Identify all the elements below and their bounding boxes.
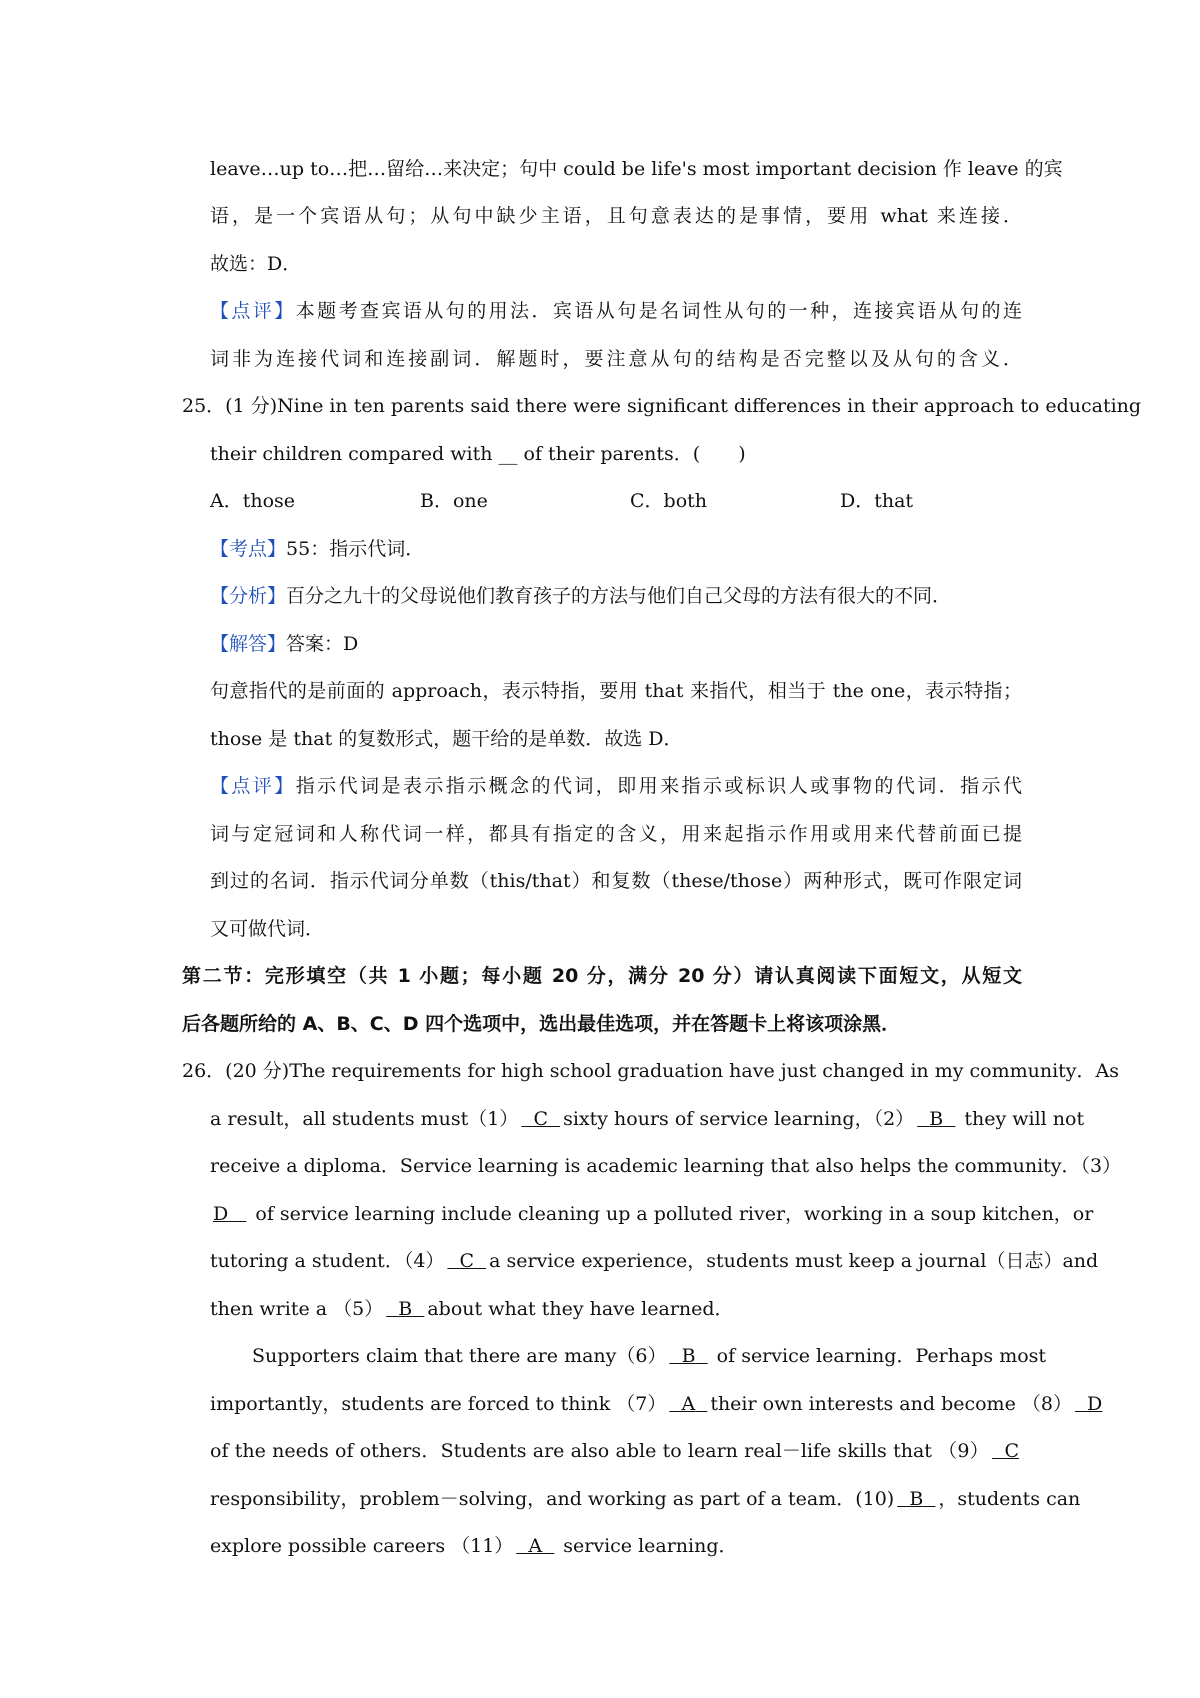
text: responsibility，problem－solving，and working as part of a team．(10) bbox=[210, 1488, 895, 1510]
jieda-tag: 【解答】 bbox=[210, 633, 287, 655]
q26-line6 bbox=[210, 1286, 1022, 1333]
q26-line3: receive a diploma．Service learning is academic learning that also helps the community．（3） bbox=[210, 1155, 1122, 1177]
option-d: D．that bbox=[840, 490, 914, 512]
q25-kaodian bbox=[210, 526, 1022, 573]
text: a result，all students must（1） bbox=[210, 1108, 519, 1130]
dianping-tag: 【点评】 bbox=[210, 775, 296, 797]
q25-stem-line2: their children compared with __ of their parents．( ) bbox=[210, 443, 746, 465]
blank-11 bbox=[513, 1535, 557, 1557]
q25-dianping-line4: 又可做代词． bbox=[210, 918, 325, 940]
blank-2 bbox=[914, 1108, 958, 1130]
q25-jieda bbox=[210, 621, 1022, 668]
text: about what they have learned． bbox=[427, 1298, 734, 1320]
text: of the needs of others．Students are also able to learn real－life skills that （9） bbox=[210, 1440, 989, 1462]
blank-answer: B bbox=[398, 1298, 413, 1320]
text: a service experience，students must keep a journal（日志）and bbox=[489, 1250, 1099, 1272]
q24-explanation-line1: leave…up to…把…留给…来决定；句中 could be life's most important decision 作 leave 的宾 bbox=[210, 158, 1063, 180]
q26-line8 bbox=[210, 1381, 1103, 1428]
blank-9 bbox=[989, 1440, 1022, 1462]
dianping-text: 指示代词是表示指示概念的代词，即用来指示或标识人或事物的代词．指示代 bbox=[295, 775, 1022, 797]
blank-4 bbox=[444, 1250, 489, 1272]
blank-answer: C bbox=[533, 1108, 548, 1130]
kaodian-tag: 【考点】 bbox=[210, 538, 287, 560]
blank-answer: D bbox=[213, 1203, 229, 1225]
q26-line10 bbox=[210, 1476, 1081, 1523]
text: of service learning include cleaning up a polluted river，working in a soup kitchen，or bbox=[249, 1203, 1094, 1225]
section2-heading-line1: 第二节：完形填空（共 1 小题；每小题 20 分，满分 20 分）请认真阅读下面短文，从短文 bbox=[182, 965, 1022, 987]
option-a: A．those bbox=[210, 490, 296, 512]
text: tutoring a student．（4） bbox=[210, 1250, 445, 1272]
blank-answer: C bbox=[459, 1250, 475, 1272]
q25-stem-line1: 25．(1 分)Nine in ten parents said there were significant differences in their approach to educating bbox=[182, 395, 1142, 417]
text: importantly，students are forced to think （7） bbox=[210, 1393, 667, 1415]
blank-5 bbox=[383, 1298, 427, 1320]
section2-heading-line2: 后各题所给的 A、B、C、D 四个选项中，选出最佳选项，并在答题卡上将该项涂黑． bbox=[182, 1013, 901, 1035]
q24-comment-line1 bbox=[210, 288, 1022, 335]
q24-answer: 故选：D． bbox=[210, 253, 302, 275]
text: service learning． bbox=[557, 1535, 738, 1557]
blank-answer: B bbox=[929, 1108, 944, 1130]
text: they will not bbox=[958, 1108, 1085, 1130]
option-b: B．one bbox=[420, 490, 488, 512]
q26-line5 bbox=[210, 1238, 1099, 1285]
q26-line9 bbox=[210, 1428, 1022, 1475]
q25-options bbox=[210, 478, 1022, 525]
q25-dianping-line2: 词与定冠词和人称代词一样，都具有指定的含义，用来起指示作用或用来代替前面已提 bbox=[210, 823, 1022, 845]
q24-explanation-line2: 语，是一个宾语从句；从句中缺少主语，且句意表达的是事情，要用 what 来连接． bbox=[210, 205, 1022, 227]
text: their own interests and become （8） bbox=[710, 1393, 1072, 1415]
blank-10 bbox=[894, 1488, 938, 1510]
text: of service learning．Perhaps most bbox=[710, 1345, 1047, 1367]
text: explore possible careers （11） bbox=[210, 1535, 514, 1557]
blank-answer: C bbox=[1004, 1440, 1019, 1462]
option-c: C．both bbox=[630, 490, 708, 512]
blank-7 bbox=[666, 1393, 710, 1415]
q26-line11 bbox=[210, 1523, 1022, 1570]
blank-1 bbox=[518, 1108, 563, 1130]
q25-jieda-line2: 句意指代的是前面的 approach，表示特指，要用 that 来指代，相当于 the one，表示特指； bbox=[210, 680, 1022, 702]
q26-line7 bbox=[210, 1333, 1047, 1380]
q25-fenxi bbox=[210, 573, 1022, 620]
q25-dianping-line1 bbox=[210, 763, 1022, 810]
text: ，students can bbox=[938, 1488, 1081, 1510]
blank-answer: D bbox=[1087, 1393, 1103, 1415]
q25-jieda-line3: those 是 that 的复数形式，题干给的是单数．故选 D． bbox=[210, 728, 683, 750]
blank-answer: A bbox=[681, 1393, 696, 1415]
blank-answer: B bbox=[681, 1345, 696, 1367]
jieda-text: 答案：D bbox=[286, 633, 359, 655]
q24-comment-line2: 词非为连接代词和连接副词．解题时，要注意从句的结构是否完整以及从句的含义． bbox=[210, 348, 1022, 370]
comment-text: 本题考查宾语从句的用法．宾语从句是名词性从句的一种，连接宾语从句的连 bbox=[295, 300, 1022, 322]
q26-line1: 26．(20 分)The requirements for high school graduation have just changed in my community．As bbox=[182, 1060, 1119, 1082]
kaodian-text: 55：指示代词． bbox=[286, 538, 425, 560]
q25-dianping-line3: 到过的名词．指示代词分单数（this/that）和复数（these/those）两种形式，既可作限定词 bbox=[210, 870, 1022, 892]
blank-3 bbox=[210, 1203, 249, 1225]
fenxi-text: 百分之九十的父母说他们教育孩子的方法与他们自己父母的方法有很大的不同． bbox=[286, 585, 952, 607]
text: then write a （5） bbox=[210, 1298, 384, 1320]
q26-line4 bbox=[210, 1191, 1094, 1238]
text: Supporters claim that there are many（6） bbox=[252, 1345, 667, 1367]
text: sixty hours of service learning，（2） bbox=[563, 1108, 915, 1130]
blank-6 bbox=[666, 1345, 710, 1367]
blank-8 bbox=[1072, 1393, 1105, 1415]
fenxi-tag: 【分析】 bbox=[210, 585, 287, 607]
comment-tag: 【点评】 bbox=[210, 300, 296, 322]
blank-answer: A bbox=[528, 1535, 543, 1557]
blank-answer: B bbox=[909, 1488, 924, 1510]
q26-line2 bbox=[210, 1096, 1085, 1143]
